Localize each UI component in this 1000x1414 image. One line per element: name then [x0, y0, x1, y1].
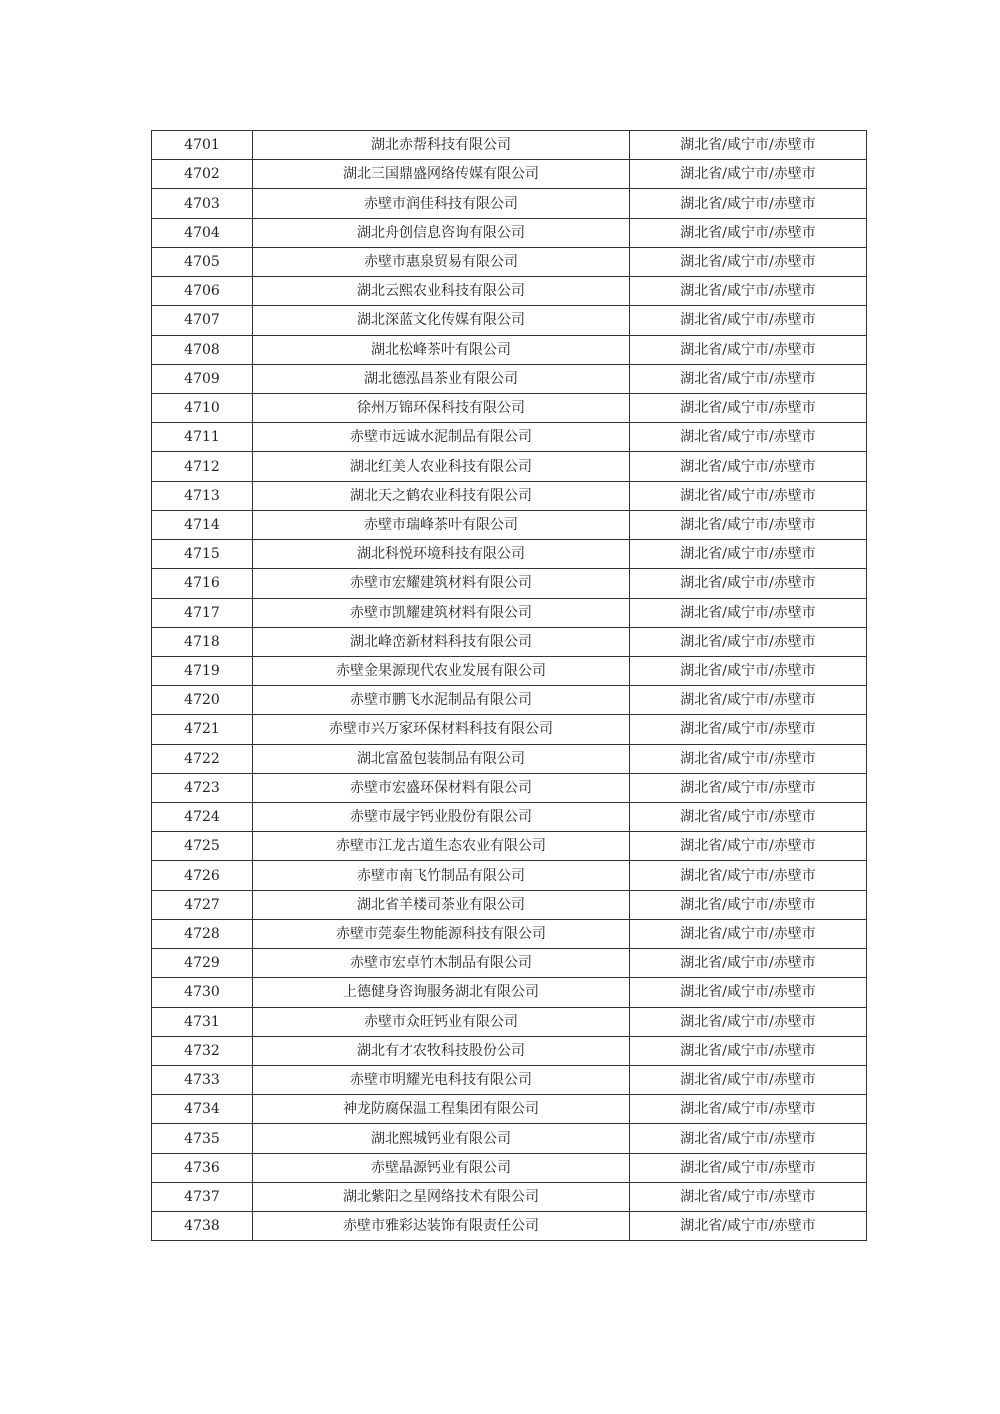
row-number-cell: 4722 [152, 744, 253, 773]
company-name-cell: 赤壁市明耀光电科技有限公司 [253, 1066, 630, 1095]
region-cell: 湖北省/咸宁市/赤壁市 [630, 160, 867, 189]
table-row [152, 452, 867, 481]
region-cell: 湖北省/咸宁市/赤壁市 [630, 277, 867, 306]
region-cell: 湖北省/咸宁市/赤壁市 [630, 1212, 867, 1241]
table-row [152, 861, 867, 890]
row-number-cell: 4728 [152, 919, 253, 948]
company-name-cell: 神龙防腐保温工程集团有限公司 [253, 1095, 630, 1124]
table-row [152, 481, 867, 510]
company-name-cell: 赤壁市鹏飞水泥制品有限公司 [253, 686, 630, 715]
company-name-cell: 湖北天之鹤农业科技有限公司 [253, 481, 630, 510]
row-number-cell: 4720 [152, 686, 253, 715]
table-row [152, 423, 867, 452]
row-number-cell: 4701 [152, 131, 253, 160]
region-cell: 湖北省/咸宁市/赤壁市 [630, 656, 867, 685]
company-name-cell: 赤壁市宏卓竹木制品有限公司 [253, 949, 630, 978]
row-number-cell: 4727 [152, 890, 253, 919]
row-number-cell: 4734 [152, 1095, 253, 1124]
row-number-cell: 4704 [152, 218, 253, 247]
region-cell: 湖北省/咸宁市/赤壁市 [630, 803, 867, 832]
row-number-cell: 4738 [152, 1212, 253, 1241]
company-name-cell: 湖北深蓝文化传媒有限公司 [253, 306, 630, 335]
company-name-cell: 赤壁市远诚水泥制品有限公司 [253, 423, 630, 452]
row-number-cell: 4708 [152, 335, 253, 364]
region-cell: 湖北省/咸宁市/赤壁市 [630, 1095, 867, 1124]
region-cell: 湖北省/咸宁市/赤壁市 [630, 218, 867, 247]
company-name-cell: 湖北红美人农业科技有限公司 [253, 452, 630, 481]
table-row [152, 1066, 867, 1095]
table-row [152, 364, 867, 393]
region-cell: 湖北省/咸宁市/赤壁市 [630, 306, 867, 335]
row-number-cell: 4721 [152, 715, 253, 744]
region-cell: 湖北省/咸宁市/赤壁市 [630, 247, 867, 276]
region-cell: 湖北省/咸宁市/赤壁市 [630, 832, 867, 861]
row-number-cell: 4705 [152, 247, 253, 276]
region-cell: 湖北省/咸宁市/赤壁市 [630, 978, 867, 1007]
company-name-cell: 湖北赤帮科技有限公司 [253, 131, 630, 160]
row-number-cell: 4731 [152, 1007, 253, 1036]
region-cell: 湖北省/咸宁市/赤壁市 [630, 364, 867, 393]
table-row [152, 656, 867, 685]
region-cell: 湖北省/咸宁市/赤壁市 [630, 510, 867, 539]
company-name-cell: 赤壁市润佳科技有限公司 [253, 189, 630, 218]
row-number-cell: 4702 [152, 160, 253, 189]
company-name-cell: 徐州万锦环保科技有限公司 [253, 393, 630, 422]
row-number-cell: 4709 [152, 364, 253, 393]
region-cell: 湖北省/咸宁市/赤壁市 [630, 919, 867, 948]
company-name-cell: 赤壁市众旺钙业有限公司 [253, 1007, 630, 1036]
row-number-cell: 4737 [152, 1182, 253, 1211]
table-row [152, 1036, 867, 1065]
row-number-cell: 4718 [152, 627, 253, 656]
row-number-cell: 4730 [152, 978, 253, 1007]
table-row [152, 189, 867, 218]
company-name-cell: 赤壁市宏耀建筑材料有限公司 [253, 569, 630, 598]
region-cell: 湖北省/咸宁市/赤壁市 [630, 1066, 867, 1095]
region-cell: 湖北省/咸宁市/赤壁市 [630, 131, 867, 160]
company-name-cell: 湖北德泓昌茶业有限公司 [253, 364, 630, 393]
row-number-cell: 4733 [152, 1066, 253, 1095]
company-name-cell: 赤壁市莞泰生物能源科技有限公司 [253, 919, 630, 948]
company-name-cell: 湖北云熙农业科技有限公司 [253, 277, 630, 306]
table-row [152, 160, 867, 189]
company-name-cell: 湖北舟创信息咨询有限公司 [253, 218, 630, 247]
region-cell: 湖北省/咸宁市/赤壁市 [630, 189, 867, 218]
table-row [152, 569, 867, 598]
region-cell: 湖北省/咸宁市/赤壁市 [630, 773, 867, 802]
company-name-cell: 湖北紫阳之星网络技术有限公司 [253, 1182, 630, 1211]
region-cell: 湖北省/咸宁市/赤壁市 [630, 598, 867, 627]
table-row [152, 335, 867, 364]
company-name-cell: 湖北松峰茶叶有限公司 [253, 335, 630, 364]
row-number-cell: 4719 [152, 656, 253, 685]
row-number-cell: 4703 [152, 189, 253, 218]
region-cell: 湖北省/咸宁市/赤壁市 [630, 686, 867, 715]
region-cell: 湖北省/咸宁市/赤壁市 [630, 1153, 867, 1182]
region-cell: 湖北省/咸宁市/赤壁市 [630, 452, 867, 481]
table-row [152, 510, 867, 539]
region-cell: 湖北省/咸宁市/赤壁市 [630, 569, 867, 598]
company-name-cell: 湖北省羊楼司茶业有限公司 [253, 890, 630, 919]
table-row [152, 277, 867, 306]
row-number-cell: 4724 [152, 803, 253, 832]
company-name-cell: 湖北科悦环境科技有限公司 [253, 540, 630, 569]
region-cell: 湖北省/咸宁市/赤壁市 [630, 890, 867, 919]
table-row [152, 306, 867, 335]
company-name-cell: 赤壁市雅彩达装饰有限责任公司 [253, 1212, 630, 1241]
table-row [152, 1095, 867, 1124]
table-row [152, 773, 867, 802]
table-row [152, 978, 867, 1007]
row-number-cell: 4732 [152, 1036, 253, 1065]
company-name-cell: 赤壁市惠泉贸易有限公司 [253, 247, 630, 276]
company-name-cell: 湖北有才农牧科技股份公司 [253, 1036, 630, 1065]
company-list-table [151, 130, 867, 1241]
row-number-cell: 4717 [152, 598, 253, 627]
row-number-cell: 4713 [152, 481, 253, 510]
row-number-cell: 4711 [152, 423, 253, 452]
region-cell: 湖北省/咸宁市/赤壁市 [630, 861, 867, 890]
region-cell: 湖北省/咸宁市/赤壁市 [630, 540, 867, 569]
table-row [152, 1007, 867, 1036]
region-cell: 湖北省/咸宁市/赤壁市 [630, 949, 867, 978]
region-cell: 湖北省/咸宁市/赤壁市 [630, 1036, 867, 1065]
table-row [152, 949, 867, 978]
row-number-cell: 4715 [152, 540, 253, 569]
company-name-cell: 赤壁市凯耀建筑材料有限公司 [253, 598, 630, 627]
row-number-cell: 4723 [152, 773, 253, 802]
region-cell: 湖北省/咸宁市/赤壁市 [630, 393, 867, 422]
table-row [152, 393, 867, 422]
region-cell: 湖北省/咸宁市/赤壁市 [630, 423, 867, 452]
table-row [152, 832, 867, 861]
table-row [152, 686, 867, 715]
region-cell: 湖北省/咸宁市/赤壁市 [630, 715, 867, 744]
table-row [152, 715, 867, 744]
table-row [152, 890, 867, 919]
company-name-cell: 上德健身咨询服务湖北有限公司 [253, 978, 630, 1007]
company-name-cell: 赤壁市宏盛环保材料有限公司 [253, 773, 630, 802]
table-row [152, 540, 867, 569]
row-number-cell: 4729 [152, 949, 253, 978]
region-cell: 湖北省/咸宁市/赤壁市 [630, 627, 867, 656]
company-name-cell: 湖北富盈包装制品有限公司 [253, 744, 630, 773]
table-row [152, 744, 867, 773]
table-row [152, 247, 867, 276]
row-number-cell: 4726 [152, 861, 253, 890]
company-name-cell: 赤壁市瑞峰茶叶有限公司 [253, 510, 630, 539]
table-row [152, 218, 867, 247]
table-row [152, 598, 867, 627]
table-row [152, 1124, 867, 1153]
region-cell: 湖北省/咸宁市/赤壁市 [630, 481, 867, 510]
table-row [152, 1153, 867, 1182]
company-name-cell: 湖北峰峦新材料科技有限公司 [253, 627, 630, 656]
row-number-cell: 4707 [152, 306, 253, 335]
row-number-cell: 4725 [152, 832, 253, 861]
company-name-cell: 赤壁金果源现代农业发展有限公司 [253, 656, 630, 685]
table-row [152, 803, 867, 832]
company-name-cell: 赤壁市江龙古道生态农业有限公司 [253, 832, 630, 861]
table-row [152, 919, 867, 948]
region-cell: 湖北省/咸宁市/赤壁市 [630, 1182, 867, 1211]
row-number-cell: 4710 [152, 393, 253, 422]
region-cell: 湖北省/咸宁市/赤壁市 [630, 335, 867, 364]
table-row [152, 1212, 867, 1241]
region-cell: 湖北省/咸宁市/赤壁市 [630, 1007, 867, 1036]
company-name-cell: 赤壁市晟宇钙业股份有限公司 [253, 803, 630, 832]
table-body [152, 131, 867, 1241]
company-name-cell: 湖北熙城钙业有限公司 [253, 1124, 630, 1153]
company-name-cell: 湖北三国鼎盛网络传媒有限公司 [253, 160, 630, 189]
table-row [152, 131, 867, 160]
company-name-cell: 赤壁市兴万家环保材料科技有限公司 [253, 715, 630, 744]
region-cell: 湖北省/咸宁市/赤壁市 [630, 744, 867, 773]
row-number-cell: 4706 [152, 277, 253, 306]
table-row [152, 1182, 867, 1211]
table-row [152, 627, 867, 656]
row-number-cell: 4714 [152, 510, 253, 539]
region-cell: 湖北省/咸宁市/赤壁市 [630, 1124, 867, 1153]
row-number-cell: 4712 [152, 452, 253, 481]
company-name-cell: 赤壁晶源钙业有限公司 [253, 1153, 630, 1182]
row-number-cell: 4716 [152, 569, 253, 598]
row-number-cell: 4736 [152, 1153, 253, 1182]
company-name-cell: 赤壁市南飞竹制品有限公司 [253, 861, 630, 890]
row-number-cell: 4735 [152, 1124, 253, 1153]
